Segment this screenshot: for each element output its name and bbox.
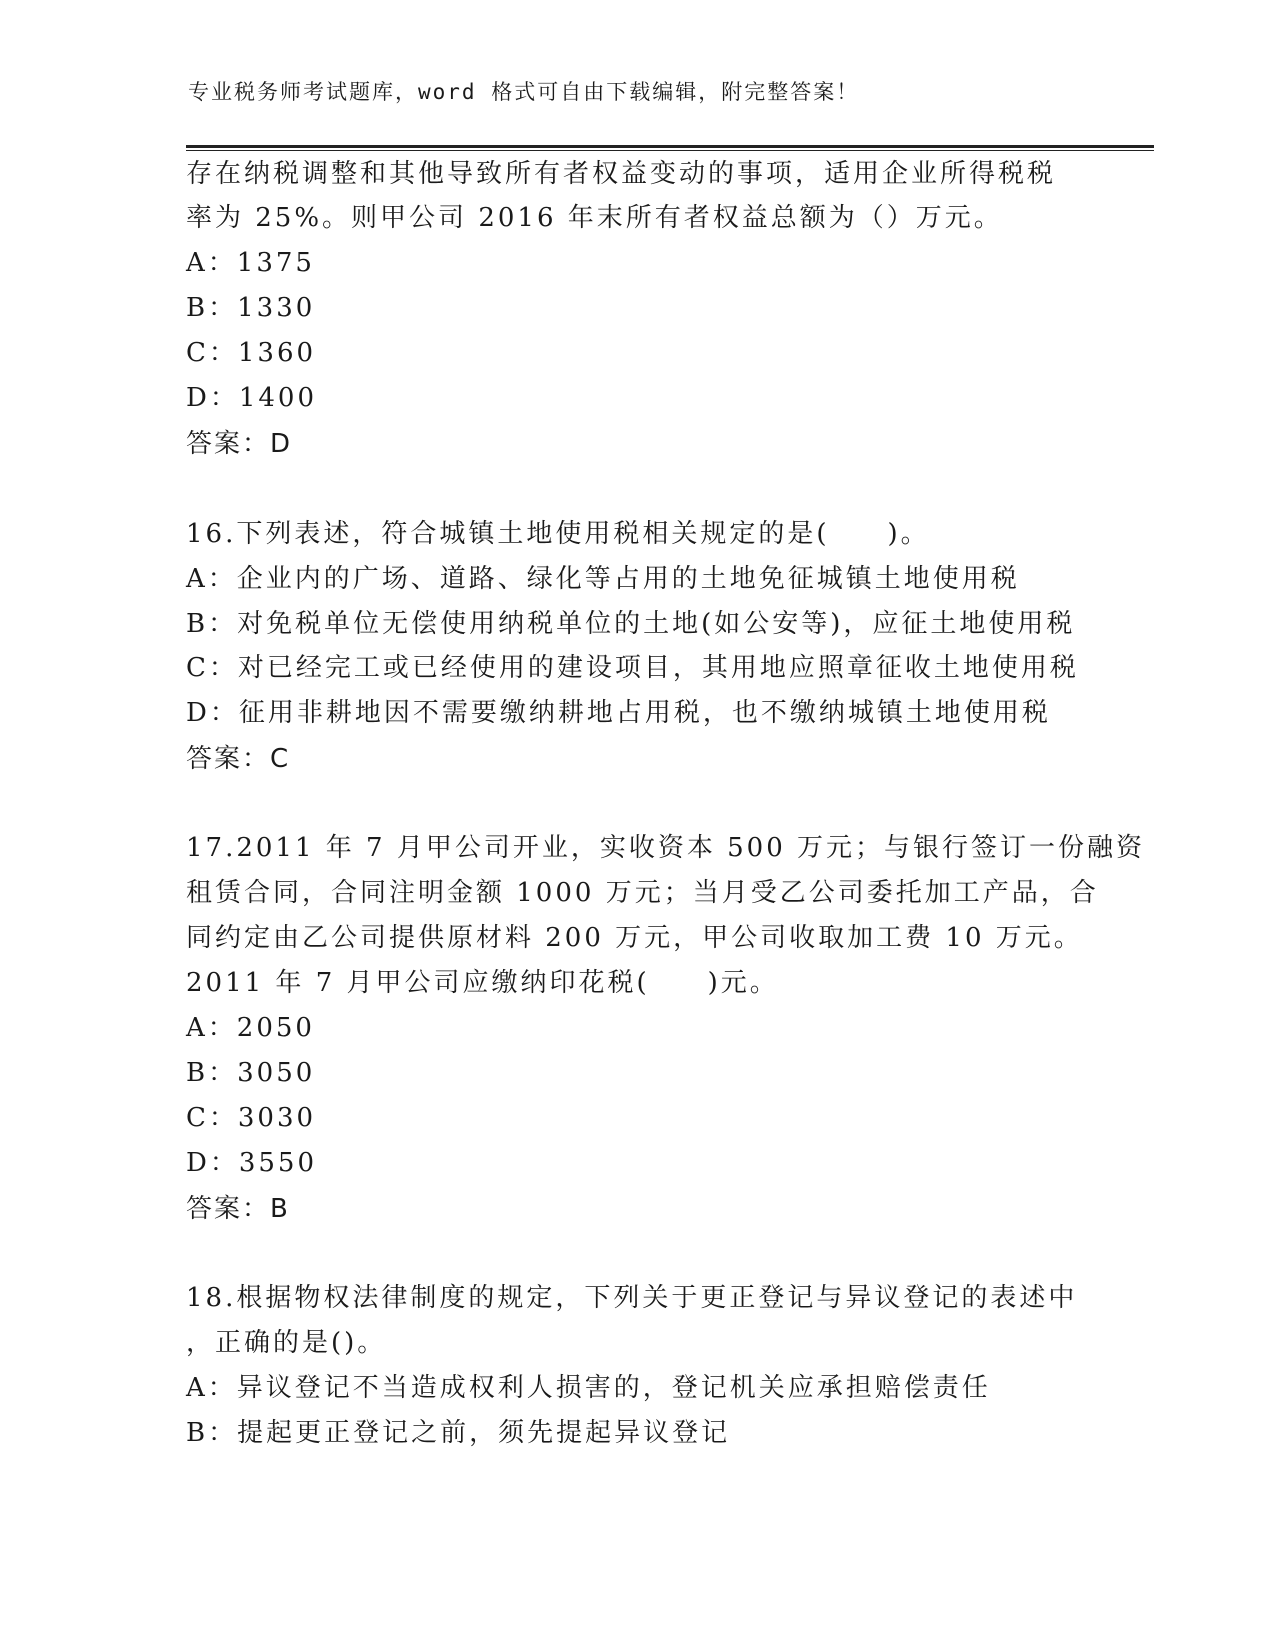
q18-option-b: B：提起更正登记之前，须先提起异议登记 bbox=[186, 1418, 731, 1448]
q16-answer: 答案：C bbox=[186, 744, 291, 774]
q17-stem-line: 17.2011 年 7 月甲公司开业，实收资本 500 万元；与银行签订一份融资 bbox=[186, 833, 1146, 863]
q17-answer: 答案：B bbox=[186, 1194, 290, 1224]
q16-option-b: B：对免税单位无偿使用纳税单位的土地(如公安等)，应征土地使用税 bbox=[186, 609, 1076, 639]
q15-option-d: D：1400 bbox=[186, 383, 318, 413]
q15-answer: 答案：D bbox=[186, 429, 293, 459]
q17-stem-line: 同约定由乙公司提供原材料 200 万元，甲公司收取加工费 10 万元。 bbox=[186, 923, 1083, 953]
q15-option-b: B：1330 bbox=[186, 293, 316, 323]
q15-stem-line: 率为 25%。则甲公司 2016 年末所有者权益总额为（）万元。 bbox=[186, 203, 1003, 233]
q17-option-b: B：3050 bbox=[186, 1058, 316, 1088]
q16-option-d: D：征用非耕地因不需要缴纳耕地占用税，也不缴纳城镇土地使用税 bbox=[186, 698, 1051, 728]
q15-stem-line: 存在纳税调整和其他导致所有者权益变动的事项，适用企业所得税税 bbox=[186, 159, 1057, 189]
q17-stem-line: 租赁合同，合同注明金额 1000 万元；当月受乙公司委托加工产品，合 bbox=[186, 878, 1099, 908]
q17-option-c: C：3030 bbox=[186, 1103, 317, 1133]
q18-option-a: A：异议登记不当造成权利人损害的，登记机关应承担赔偿责任 bbox=[186, 1373, 991, 1403]
header-divider bbox=[186, 145, 1154, 151]
q15-option-c: C：1360 bbox=[186, 338, 317, 368]
q15-option-a: A：1375 bbox=[186, 248, 315, 278]
page-header: 专业税务师考试题库，word 格式可自由下载编辑，附完整答案！ bbox=[188, 80, 860, 104]
q17-stem-line: 2011 年 7 月甲公司应缴纳印花税( )元。 bbox=[186, 968, 779, 998]
q16-stem-line: 16.下列表述，符合城镇土地使用税相关规定的是( )。 bbox=[186, 519, 930, 549]
q18-stem-line: 18.根据物权法律制度的规定，下列关于更正登记与异议登记的表述中 bbox=[186, 1283, 1078, 1313]
q17-option-a: A：2050 bbox=[186, 1013, 315, 1043]
q16-option-a: A：企业内的广场、道路、绿化等占用的土地免征城镇土地使用税 bbox=[186, 564, 1020, 594]
q18-stem-line: ，正确的是()。 bbox=[186, 1328, 387, 1358]
q17-option-d: D：3550 bbox=[186, 1148, 318, 1178]
q16-option-c: C：对已经完工或已经使用的建设项目，其用地应照章征收土地使用税 bbox=[186, 653, 1079, 683]
